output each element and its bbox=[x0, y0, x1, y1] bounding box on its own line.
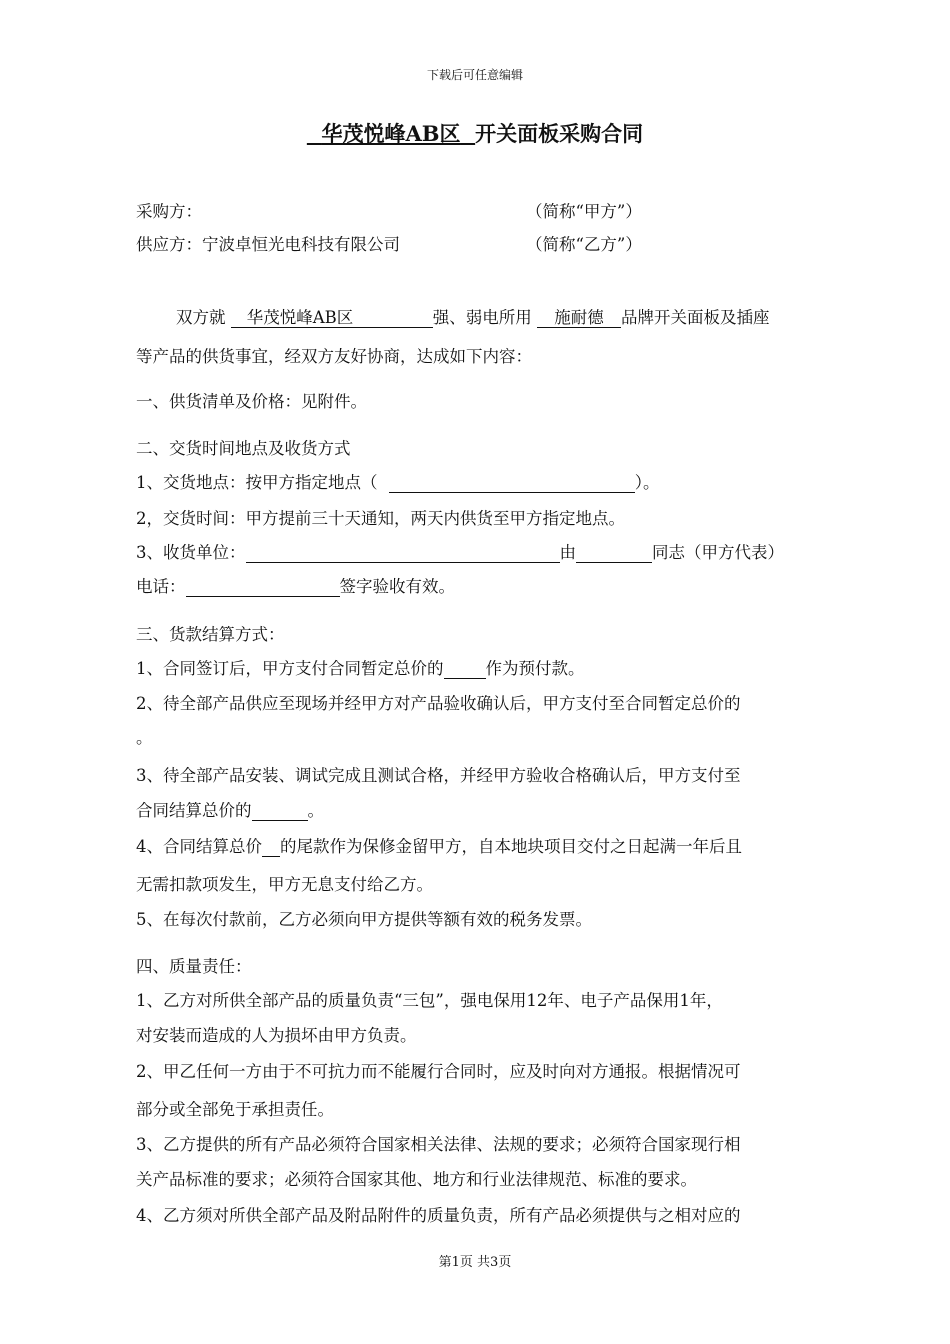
phone-suffix: 签字验收有效。 bbox=[339, 577, 455, 596]
supplier-label: 供应方：宁波卓恒光电科技有限公司 bbox=[136, 235, 400, 254]
s3-item-4-rest: 的尾款作为保修金留甲方，自本地块项目交付之日起满一年后且 bbox=[280, 837, 742, 856]
representative-blank bbox=[576, 544, 652, 563]
s2-item-1-end: ）。 bbox=[634, 473, 660, 492]
s3-item-3: 3、待全部产品安装、调试完成且测试合格，并经甲方验收合格确认后，甲方支付至 bbox=[136, 766, 741, 785]
receiving-unit-blank bbox=[246, 544, 560, 563]
s4-item-4: 4、乙方须对所供全部产品及附品附件的质量负责，所有产品必须提供与之相对应的 bbox=[136, 1206, 741, 1225]
intro-text-2: 强、弱电所用 bbox=[432, 308, 532, 327]
s4-item-3-line-2: 关产品标准的要求；必须符合国家其他、地方和行业法律规范、标准的要求。 bbox=[136, 1170, 697, 1189]
s2-item-3-text: 3、收货单位： bbox=[136, 543, 246, 562]
section-4-heading: 四、质量责任： bbox=[136, 957, 252, 976]
intro-line-1 bbox=[176, 304, 886, 328]
title-project-underlined: 华茂悦峰AB区 bbox=[321, 121, 461, 146]
s2-item-2: 2，交货时间：甲方提前三十天通知，两天内供货至甲方指定地点。 bbox=[136, 509, 625, 528]
s2-item-3-rep: 同志（甲方代表） bbox=[652, 543, 784, 562]
s3-item-5: 5、在每次付款前，乙方必须向甲方提供等额有效的税务发票。 bbox=[136, 910, 592, 929]
s4-item-1-line-2: 对安装而造成的人为损坏由甲方负责。 bbox=[136, 1026, 417, 1045]
s2-item-3 bbox=[136, 539, 846, 563]
section-1: 一、供货清单及价格：见附件。 bbox=[136, 392, 367, 411]
s4-item-3: 3、乙方提供的所有产品必须符合国家相关法律、法规的要求；必须符合国家现行相 bbox=[136, 1135, 741, 1154]
intro-brand: 施耐德 bbox=[554, 308, 604, 327]
s2-item-1 bbox=[136, 469, 846, 493]
buyer-line bbox=[136, 198, 846, 222]
s3-item-1-end: 作为预付款。 bbox=[485, 659, 585, 678]
section-2-heading: 二、交货时间地点及收货方式 bbox=[136, 439, 351, 458]
s2-item-1-text: 1、交货地点：按甲方指定地点（ bbox=[136, 473, 378, 492]
s3-item-4-text: 4、合同结算总价 bbox=[136, 837, 262, 856]
intro-project-blank bbox=[231, 309, 433, 328]
s2-item-3-by: 由 bbox=[559, 543, 576, 562]
section-3-heading: 三、货款结算方式： bbox=[136, 625, 285, 644]
supplier-line bbox=[136, 231, 846, 255]
intro-text-3: 品牌开关面板及插座 bbox=[621, 308, 770, 327]
page-footer: 第1页 共3页 bbox=[438, 1255, 512, 1270]
phone-blank bbox=[186, 578, 340, 597]
intro-project: 华茂悦峰AB区 bbox=[246, 308, 354, 327]
phone-label: 电话： bbox=[136, 577, 186, 596]
s4-item-2-line-2: 部分或全部免于承担责任。 bbox=[136, 1100, 334, 1119]
document-title bbox=[0, 118, 950, 148]
s2-item-3-phone bbox=[136, 573, 846, 597]
buyer-note: （简称“甲方”） bbox=[526, 202, 642, 221]
s3-item-3-line-2 bbox=[136, 797, 846, 821]
s3-item-2-end: 。 bbox=[136, 728, 153, 747]
buyer-label: 采购方： bbox=[136, 202, 202, 221]
s3-item-1-text: 1、合同签订后，甲方支付合同暂定总价的 bbox=[136, 659, 444, 678]
s3-item-1 bbox=[136, 655, 846, 679]
page-header: 下载后可任意编辑 bbox=[426, 68, 523, 82]
s3-item-3-end: 。 bbox=[307, 801, 324, 820]
intro-line-2: 等产品的供货事宜，经双方友好协商，达成如下内容： bbox=[136, 347, 532, 366]
prepayment-blank bbox=[444, 660, 486, 679]
warranty-blank bbox=[262, 838, 280, 857]
s3-item-2: 2、待全部产品供应至现场并经甲方对产品验收确认后，甲方支付至合同暂定总价的 bbox=[136, 694, 741, 713]
settlement-blank bbox=[252, 802, 308, 821]
s3-item-4 bbox=[136, 833, 846, 857]
s4-item-1: 1、乙方对所供全部产品的质量负责“三包”，强电保用12年、电子产品保用1年， bbox=[136, 991, 723, 1010]
delivery-location-blank bbox=[389, 474, 635, 493]
s3-item-4-line-2: 无需扣款项发生，甲方无息支付给乙方。 bbox=[136, 875, 433, 894]
intro-text-1: 双方就 bbox=[176, 308, 226, 327]
title-rest: 开关面板采购合同 bbox=[475, 121, 644, 146]
s4-item-2: 2、甲乙任何一方由于不可抗力而不能履行合同时，应及时向对方通报。根据情况可 bbox=[136, 1062, 741, 1081]
intro-brand-blank bbox=[537, 309, 621, 328]
supplier-note: （简称“乙方”） bbox=[526, 235, 642, 254]
s3-item-3-text: 合同结算总价的 bbox=[136, 801, 252, 820]
